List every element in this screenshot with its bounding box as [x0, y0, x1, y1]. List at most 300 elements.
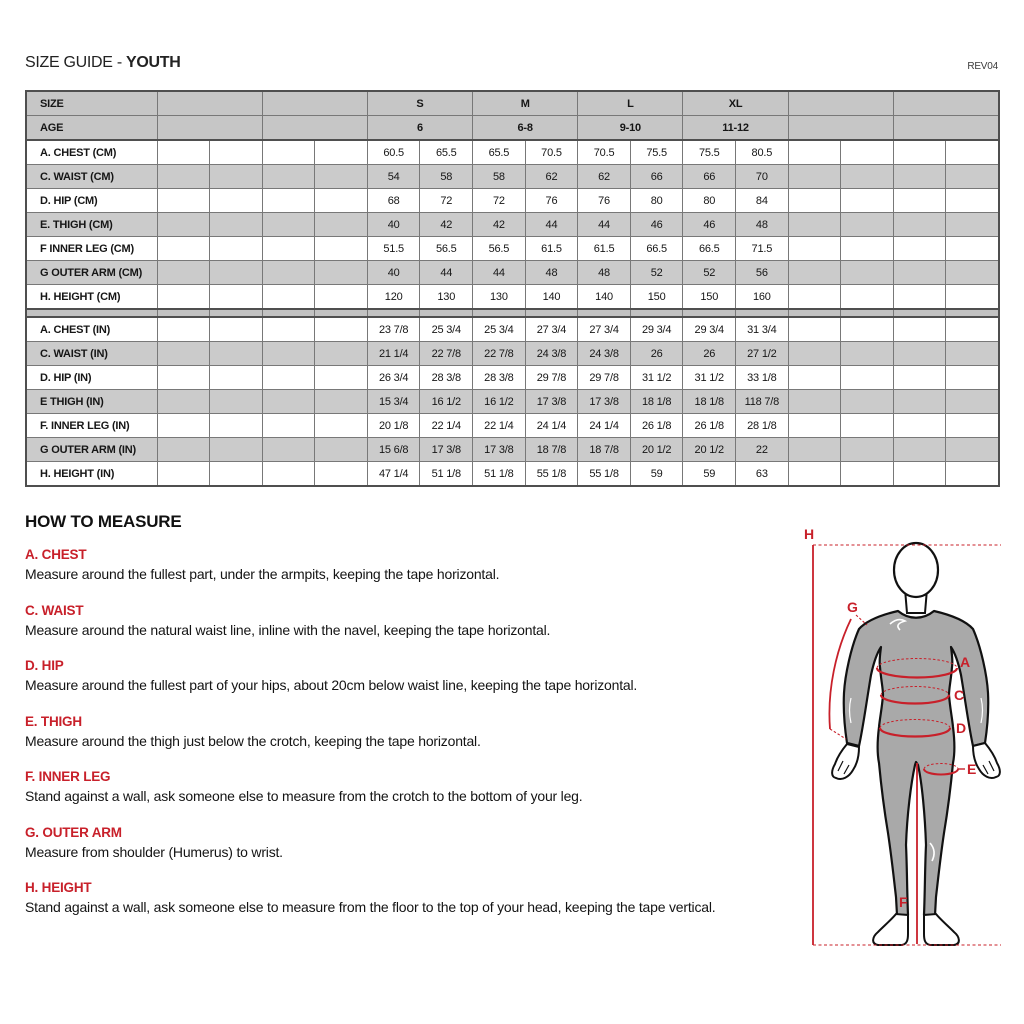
- value-cell: 130: [420, 285, 473, 310]
- empty-cell: [157, 189, 210, 213]
- empty-cell: [841, 414, 894, 438]
- value-cell: 70.5: [525, 140, 578, 165]
- empty-cell: [841, 309, 894, 317]
- value-cell: 42: [473, 213, 526, 237]
- empty-cell: [210, 414, 263, 438]
- empty-cell: [788, 237, 841, 261]
- row-label: G OUTER ARM (CM): [26, 261, 157, 285]
- value-cell: 44: [420, 261, 473, 285]
- empty-cell: [210, 213, 263, 237]
- value-cell: 61.5: [525, 237, 578, 261]
- measure-item-title: G. OUTER ARM: [25, 824, 122, 840]
- empty-cell: [157, 342, 210, 366]
- empty-cell: [841, 438, 894, 462]
- empty-cell: [210, 140, 263, 165]
- value-cell: 70: [736, 165, 789, 189]
- value-cell: 18 7/8: [578, 438, 631, 462]
- value-cell: 26: [683, 342, 736, 366]
- measure-item-list: [25, 547, 780, 917]
- empty-cell: [262, 317, 315, 342]
- empty-cell: [262, 237, 315, 261]
- value-cell: 28 3/8: [473, 366, 526, 390]
- label-c: C: [954, 687, 965, 703]
- empty-cell: [157, 237, 210, 261]
- empty-cell: [788, 140, 841, 165]
- value-cell: 84: [736, 189, 789, 213]
- value-cell: 60.5: [367, 140, 420, 165]
- value-cell: 62: [578, 165, 631, 189]
- value-cell: 130: [473, 285, 526, 310]
- size-table: [25, 90, 1000, 487]
- figure-left-boot: [873, 914, 908, 945]
- value-cell: 62: [525, 165, 578, 189]
- empty-cell: [315, 285, 368, 310]
- empty-cell: [788, 366, 841, 390]
- value-cell: 26: [630, 342, 683, 366]
- size-col-m: M: [473, 91, 578, 116]
- value-cell: 44: [525, 213, 578, 237]
- empty-cell: [841, 462, 894, 487]
- empty-cell: [578, 309, 631, 317]
- label-f: F: [899, 894, 908, 910]
- value-cell: 46: [630, 213, 683, 237]
- value-cell: 51 1/8: [420, 462, 473, 487]
- measure-item-title: A. CHEST: [25, 547, 87, 562]
- row-label: C. WAIST (IN): [26, 342, 157, 366]
- empty-cell: [262, 189, 315, 213]
- empty-cell: [946, 285, 999, 310]
- age-col-xl: 11-12: [683, 116, 788, 141]
- empty-cell: [157, 317, 210, 342]
- empty-cell: [210, 390, 263, 414]
- table-row: [26, 237, 999, 261]
- measure-item: [25, 825, 780, 862]
- value-cell: 26 1/8: [630, 414, 683, 438]
- empty-cell: [210, 438, 263, 462]
- size-table-wrap: [25, 90, 1000, 487]
- empty-cell: [946, 165, 999, 189]
- measurement-figure: [795, 515, 1024, 995]
- empty-cell: [157, 390, 210, 414]
- label-h: H: [804, 526, 815, 542]
- empty-cell: [893, 116, 998, 141]
- value-cell: 61.5: [578, 237, 631, 261]
- empty-cell: [262, 309, 315, 317]
- empty-cell: [841, 366, 894, 390]
- empty-cell: [367, 309, 420, 317]
- value-cell: 17 3/8: [525, 390, 578, 414]
- value-cell: 40: [367, 261, 420, 285]
- body-diagram: [795, 515, 1024, 995]
- empty-cell: [841, 342, 894, 366]
- empty-cell: [946, 317, 999, 342]
- row-label: C. WAIST (CM): [26, 165, 157, 189]
- value-cell: 29 3/4: [683, 317, 736, 342]
- value-cell: 40: [367, 213, 420, 237]
- value-cell: 58: [420, 165, 473, 189]
- row-label: D. HIP (CM): [26, 189, 157, 213]
- empty-cell: [946, 462, 999, 487]
- table-row: [26, 366, 999, 390]
- empty-cell: [788, 213, 841, 237]
- table-row: [26, 414, 999, 438]
- value-cell: 42: [420, 213, 473, 237]
- empty-cell: [893, 438, 946, 462]
- table-row: [26, 390, 999, 414]
- empty-cell: [893, 237, 946, 261]
- empty-cell: [210, 462, 263, 487]
- value-cell: 66.5: [683, 237, 736, 261]
- value-cell: 160: [736, 285, 789, 310]
- empty-cell: [315, 342, 368, 366]
- label-a: A: [960, 654, 971, 670]
- how-to-measure-section: [25, 512, 780, 936]
- value-cell: 76: [525, 189, 578, 213]
- value-cell: 25 3/4: [420, 317, 473, 342]
- value-cell: 18 1/8: [630, 390, 683, 414]
- spacer-row: [26, 309, 999, 317]
- measure-item-text: Measure around the natural waist line, inline with the navel, keeping the tape horizontal.: [25, 621, 551, 638]
- age-col-l: 9-10: [578, 116, 683, 141]
- empty-cell: [262, 438, 315, 462]
- value-cell: 63: [736, 462, 789, 487]
- value-cell: 59: [630, 462, 683, 487]
- row-label: D. HIP (IN): [26, 366, 157, 390]
- value-cell: 20 1/8: [367, 414, 420, 438]
- empty-cell: [210, 285, 263, 310]
- size-col-l: L: [578, 91, 683, 116]
- empty-cell: [210, 237, 263, 261]
- empty-cell: [893, 261, 946, 285]
- value-cell: 80: [683, 189, 736, 213]
- value-cell: 56: [736, 261, 789, 285]
- table-row: [26, 462, 999, 487]
- measure-item-title: H. HEIGHT: [25, 880, 92, 895]
- empty-cell: [841, 165, 894, 189]
- measure-item-text: Measure around the fullest part of your hips, about 20cm below waist line, keeping the tape horizontal.: [25, 677, 638, 693]
- value-cell: 65.5: [473, 140, 526, 165]
- empty-cell: [262, 390, 315, 414]
- value-cell: 59: [683, 462, 736, 487]
- size-col-xl: XL: [683, 91, 788, 116]
- empty-cell: [157, 438, 210, 462]
- empty-cell: [893, 165, 946, 189]
- value-cell: 48: [578, 261, 631, 285]
- age-col-m: 6-8: [473, 116, 578, 141]
- empty-cell: [788, 189, 841, 213]
- empty-cell: [946, 366, 999, 390]
- value-cell: 16 1/2: [420, 390, 473, 414]
- table-row: [26, 342, 999, 366]
- measure-item-title: F. INNER LEG: [25, 769, 111, 784]
- value-cell: 66: [683, 165, 736, 189]
- empty-cell: [841, 213, 894, 237]
- empty-cell: [262, 366, 315, 390]
- empty-cell: [315, 317, 368, 342]
- empty-cell: [157, 91, 262, 116]
- empty-cell: [210, 342, 263, 366]
- figure-left-hand: [832, 744, 859, 779]
- value-cell: 26 1/8: [683, 414, 736, 438]
- table-row: [26, 165, 999, 189]
- empty-cell: [788, 462, 841, 487]
- value-cell: 44: [578, 213, 631, 237]
- value-cell: 27 3/4: [578, 317, 631, 342]
- row-label: E. THIGH (CM): [26, 213, 157, 237]
- empty-cell: [262, 91, 367, 116]
- empty-cell: [262, 414, 315, 438]
- value-cell: 28 3/8: [420, 366, 473, 390]
- value-cell: 75.5: [630, 140, 683, 165]
- empty-cell: [788, 414, 841, 438]
- empty-cell: [262, 116, 367, 141]
- row-label: G OUTER ARM (IN): [26, 438, 157, 462]
- age-header-row: [26, 116, 999, 141]
- measure-item-text: Measure from shoulder (Humerus) to wrist.: [25, 843, 283, 860]
- value-cell: 24 1/4: [578, 414, 631, 438]
- empty-cell: [157, 414, 210, 438]
- empty-cell: [315, 261, 368, 285]
- empty-cell: [262, 165, 315, 189]
- size-table-body: [26, 91, 999, 486]
- value-cell: 55 1/8: [525, 462, 578, 487]
- table-row: [26, 438, 999, 462]
- value-cell: 24 3/8: [578, 342, 631, 366]
- value-cell: 80: [630, 189, 683, 213]
- empty-cell: [315, 438, 368, 462]
- value-cell: 56.5: [420, 237, 473, 261]
- outer-arm-tick-bottom: [830, 729, 846, 739]
- figure-head: [894, 543, 938, 597]
- empty-cell: [262, 285, 315, 310]
- empty-cell: [788, 309, 841, 317]
- value-cell: 22 7/8: [420, 342, 473, 366]
- value-cell: 71.5: [736, 237, 789, 261]
- value-cell: 18 1/8: [683, 390, 736, 414]
- value-cell: 140: [525, 285, 578, 310]
- value-cell: 150: [683, 285, 736, 310]
- value-cell: 22 7/8: [473, 342, 526, 366]
- empty-cell: [893, 390, 946, 414]
- row-label: H. HEIGHT (CM): [26, 285, 157, 310]
- measure-item-text: Measure around the fullest part, under the armpits, keeping the tape horizontal.: [25, 566, 500, 582]
- value-cell: 118 7/8: [736, 390, 789, 414]
- empty-cell: [157, 366, 210, 390]
- value-cell: 15 6/8: [367, 438, 420, 462]
- empty-cell: [893, 213, 946, 237]
- empty-cell: [315, 140, 368, 165]
- empty-cell: [315, 390, 368, 414]
- measure-item-title: C. WAIST: [25, 602, 84, 618]
- value-cell: 24 1/4: [525, 414, 578, 438]
- figure-right-hand: [973, 743, 1000, 778]
- empty-cell: [893, 140, 946, 165]
- empty-cell: [841, 285, 894, 310]
- value-cell: 51 1/8: [473, 462, 526, 487]
- row-label: F. INNER LEG (IN): [26, 414, 157, 438]
- value-cell: 20 1/2: [683, 438, 736, 462]
- empty-cell: [893, 462, 946, 487]
- value-cell: 150: [630, 285, 683, 310]
- empty-cell: [630, 309, 683, 317]
- measure-item-title: D. HIP: [25, 658, 64, 673]
- row-label: H. HEIGHT (IN): [26, 462, 157, 487]
- empty-cell: [788, 116, 893, 141]
- empty-cell: [315, 237, 368, 261]
- empty-cell: [157, 261, 210, 285]
- value-cell: 25 3/4: [473, 317, 526, 342]
- empty-cell: [946, 390, 999, 414]
- label-g: G: [847, 599, 858, 615]
- value-cell: 75.5: [683, 140, 736, 165]
- empty-cell: [315, 213, 368, 237]
- value-cell: 70.5: [578, 140, 631, 165]
- empty-cell: [841, 189, 894, 213]
- empty-cell: [893, 285, 946, 310]
- row-label: F INNER LEG (CM): [26, 237, 157, 261]
- empty-cell: [525, 309, 578, 317]
- empty-cell: [893, 414, 946, 438]
- value-cell: 56.5: [473, 237, 526, 261]
- empty-cell: [315, 414, 368, 438]
- empty-cell: [157, 165, 210, 189]
- measure-item: [25, 658, 780, 695]
- value-cell: 18 7/8: [525, 438, 578, 462]
- empty-cell: [893, 342, 946, 366]
- title-bar: [25, 54, 998, 72]
- empty-cell: [893, 91, 998, 116]
- value-cell: 17 3/8: [578, 390, 631, 414]
- empty-cell: [262, 342, 315, 366]
- empty-cell: [788, 261, 841, 285]
- value-cell: 20 1/2: [630, 438, 683, 462]
- empty-cell: [315, 189, 368, 213]
- empty-cell: [946, 261, 999, 285]
- empty-cell: [210, 309, 263, 317]
- value-cell: 66.5: [630, 237, 683, 261]
- label-e: E: [967, 761, 977, 777]
- size-col-s: S: [367, 91, 472, 116]
- value-cell: 16 1/2: [473, 390, 526, 414]
- value-cell: 17 3/8: [473, 438, 526, 462]
- empty-cell: [788, 342, 841, 366]
- empty-cell: [157, 309, 210, 317]
- empty-cell: [157, 462, 210, 487]
- measure-item-text: Stand against a wall, ask someone else to measure from the crotch to the bottom of your leg.: [25, 788, 583, 804]
- empty-cell: [262, 462, 315, 487]
- value-cell: 66: [630, 165, 683, 189]
- empty-cell: [893, 309, 946, 317]
- empty-cell: [841, 237, 894, 261]
- empty-cell: [946, 414, 999, 438]
- value-cell: 58: [473, 165, 526, 189]
- size-header-row: [26, 91, 999, 116]
- empty-cell: [788, 91, 893, 116]
- empty-cell: [262, 261, 315, 285]
- empty-cell: [210, 366, 263, 390]
- empty-cell: [841, 261, 894, 285]
- size-row-label: SIZE: [26, 91, 157, 116]
- row-label: A. CHEST (CM): [26, 140, 157, 165]
- row-label: A. CHEST (IN): [26, 317, 157, 342]
- measure-item: [25, 880, 780, 917]
- empty-cell: [841, 390, 894, 414]
- value-cell: 51.5: [367, 237, 420, 261]
- value-cell: 22 1/4: [420, 414, 473, 438]
- age-row-label: AGE: [26, 116, 157, 141]
- age-col-s: 6: [367, 116, 472, 141]
- empty-cell: [157, 285, 210, 310]
- value-cell: 54: [367, 165, 420, 189]
- table-row: [26, 189, 999, 213]
- value-cell: 21 1/4: [367, 342, 420, 366]
- empty-cell: [473, 309, 526, 317]
- empty-cell: [946, 213, 999, 237]
- empty-cell: [262, 213, 315, 237]
- empty-cell: [946, 140, 999, 165]
- table-row: [26, 317, 999, 342]
- table-row: [26, 285, 999, 310]
- measure-item: [25, 714, 780, 751]
- value-cell: 76: [578, 189, 631, 213]
- empty-cell: [893, 317, 946, 342]
- empty-cell: [946, 342, 999, 366]
- figure-right-boot: [924, 914, 959, 945]
- empty-cell: [315, 309, 368, 317]
- empty-cell: [210, 261, 263, 285]
- value-cell: 65.5: [420, 140, 473, 165]
- value-cell: 23 7/8: [367, 317, 420, 342]
- empty-cell: [683, 309, 736, 317]
- empty-cell: [841, 140, 894, 165]
- value-cell: 72: [473, 189, 526, 213]
- value-cell: 29 3/4: [630, 317, 683, 342]
- empty-cell: [157, 140, 210, 165]
- page-title-category: YOUTH: [126, 54, 181, 71]
- empty-cell: [788, 285, 841, 310]
- value-cell: 52: [630, 261, 683, 285]
- value-cell: 31 1/2: [630, 366, 683, 390]
- empty-cell: [841, 317, 894, 342]
- empty-cell: [893, 189, 946, 213]
- table-row: [26, 140, 999, 165]
- empty-cell: [210, 165, 263, 189]
- revision-label: REV04: [967, 61, 998, 72]
- value-cell: 44: [473, 261, 526, 285]
- value-cell: 22 1/4: [473, 414, 526, 438]
- value-cell: 33 1/8: [736, 366, 789, 390]
- row-label: E THIGH (IN): [26, 390, 157, 414]
- table-row: [26, 261, 999, 285]
- empty-cell: [788, 165, 841, 189]
- how-to-measure-heading: HOW TO MEASURE: [25, 512, 182, 531]
- empty-cell: [26, 309, 157, 317]
- value-cell: 26 3/4: [367, 366, 420, 390]
- value-cell: 24 3/8: [525, 342, 578, 366]
- measure-item-title: E. THIGH: [25, 713, 82, 729]
- value-cell: 120: [367, 285, 420, 310]
- empty-cell: [157, 213, 210, 237]
- empty-cell: [157, 116, 262, 141]
- value-cell: 80.5: [736, 140, 789, 165]
- empty-cell: [788, 317, 841, 342]
- value-cell: 48: [736, 213, 789, 237]
- empty-cell: [788, 438, 841, 462]
- value-cell: 31 3/4: [736, 317, 789, 342]
- empty-cell: [315, 462, 368, 487]
- value-cell: 15 3/4: [367, 390, 420, 414]
- empty-cell: [946, 309, 999, 317]
